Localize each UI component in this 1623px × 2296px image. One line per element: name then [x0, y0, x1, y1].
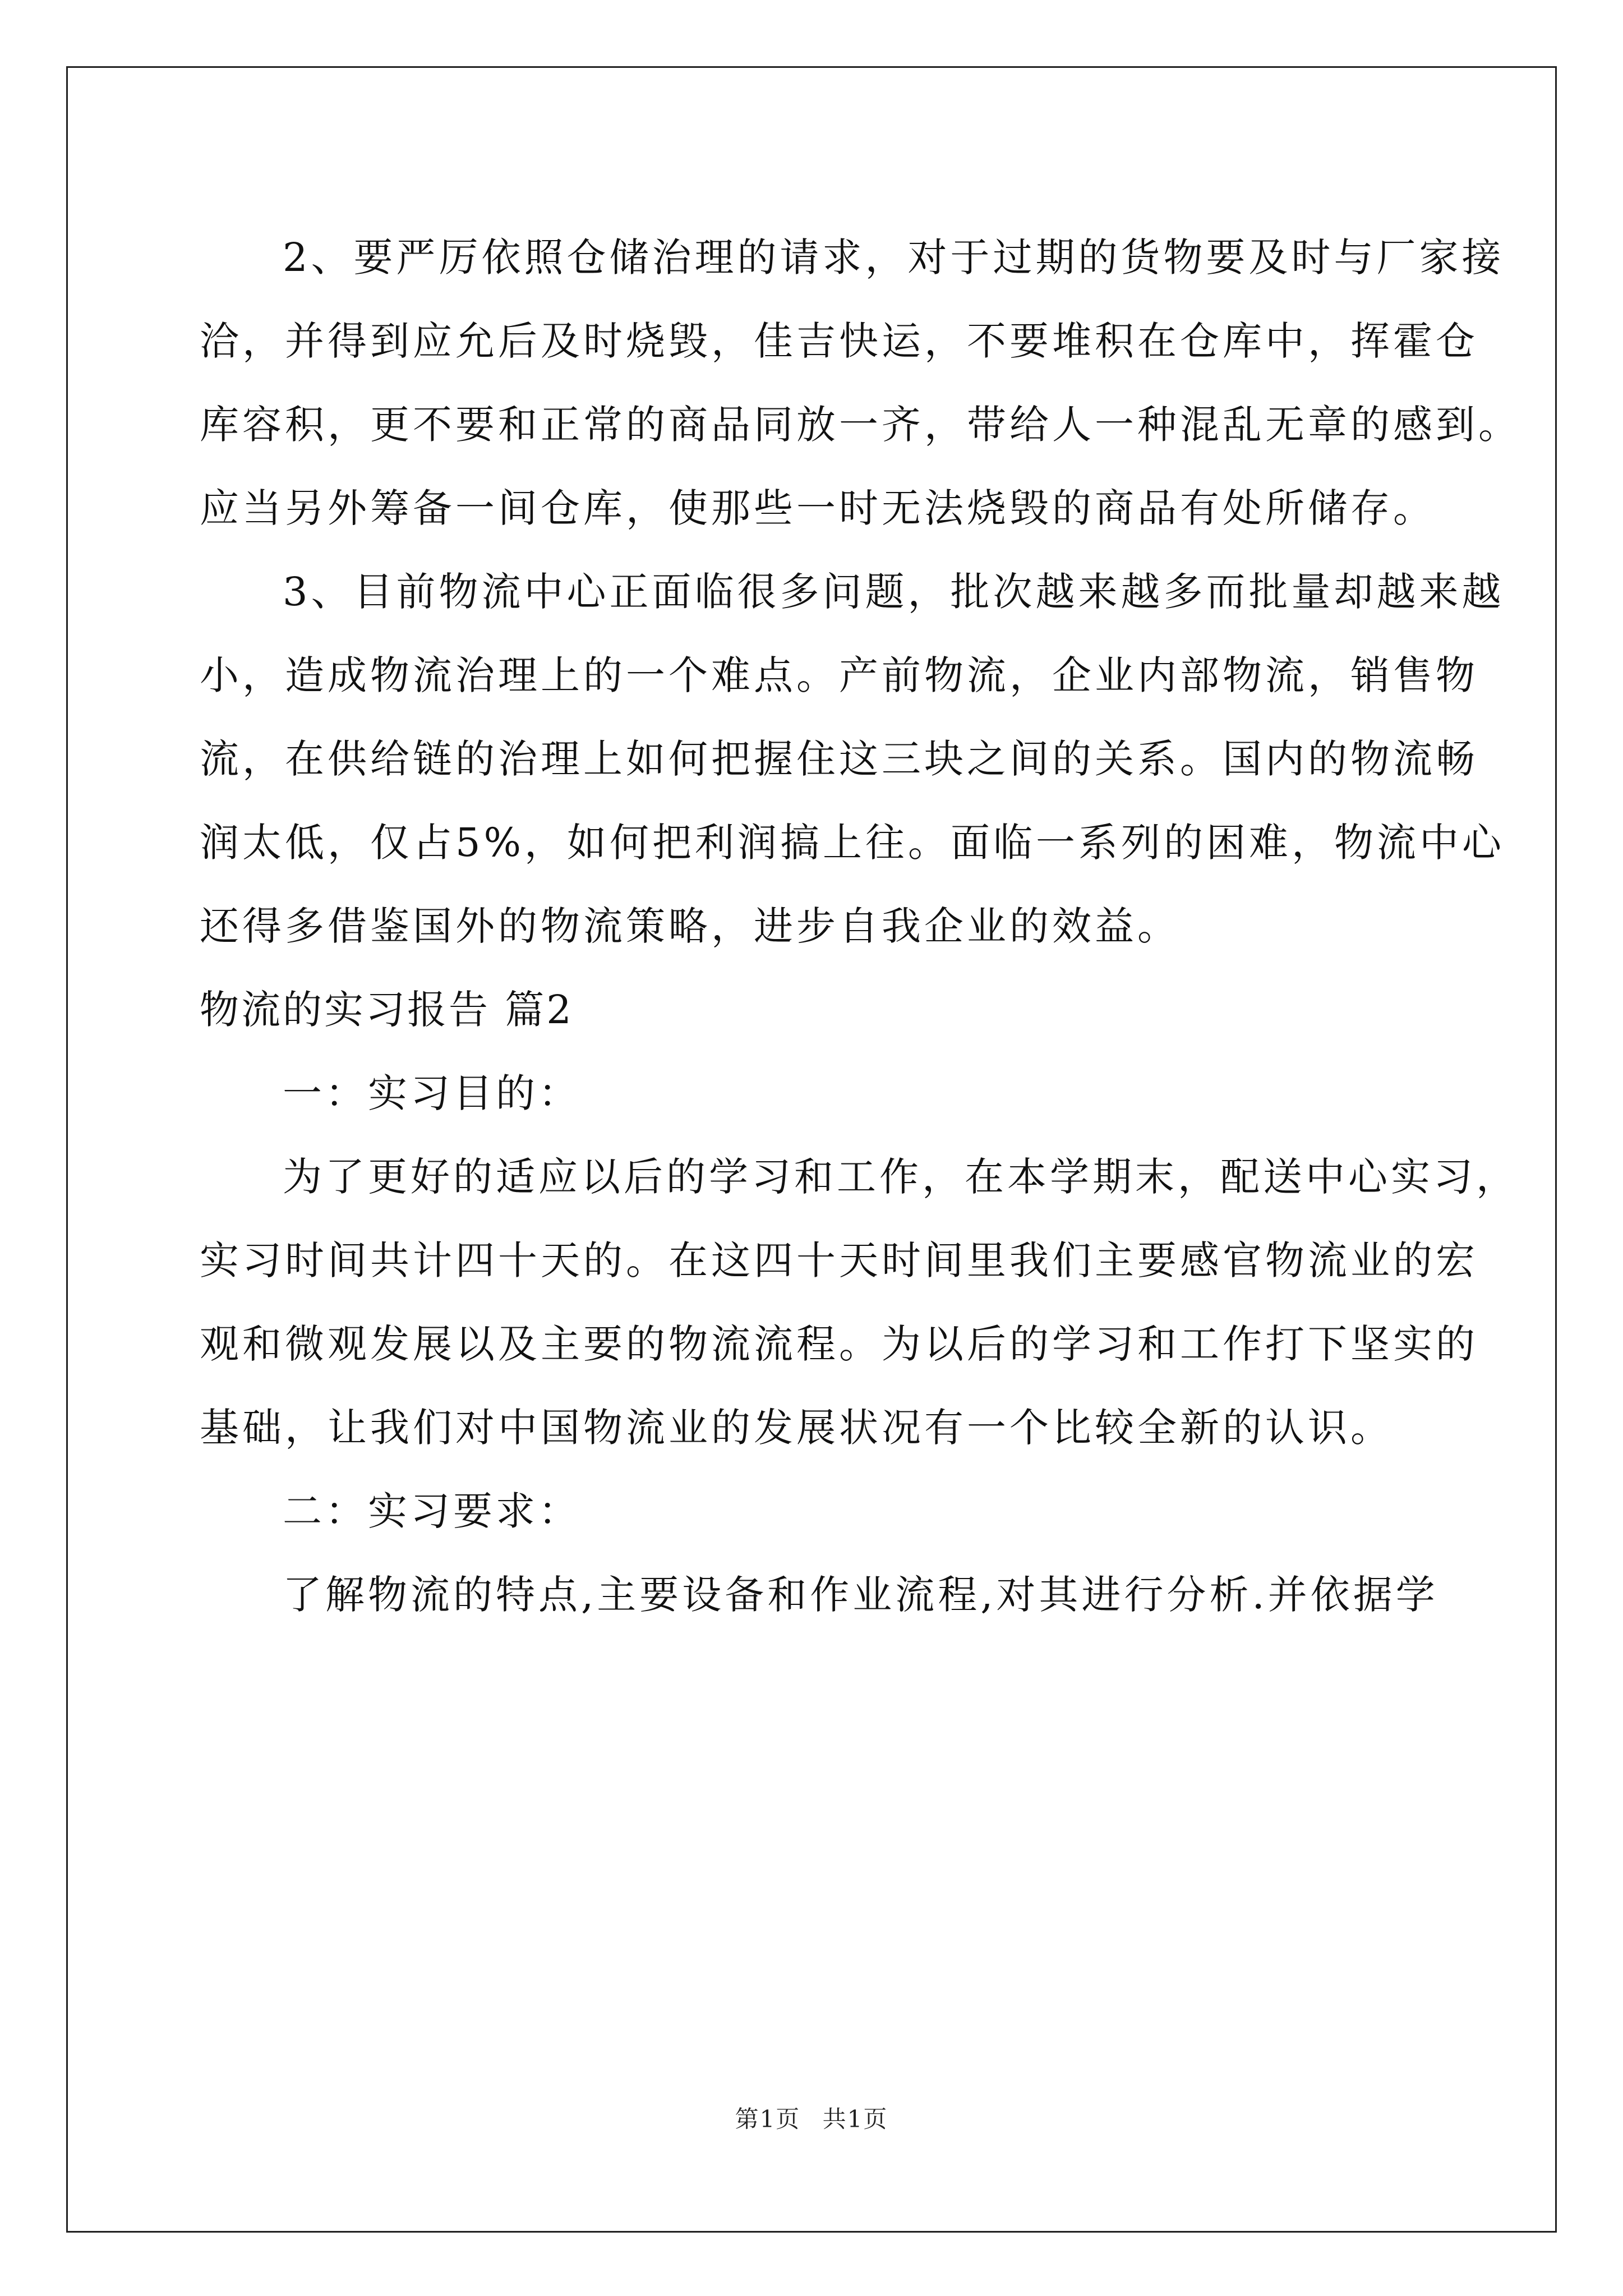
text-line: 基础，让我们对中国物流业的发展状况有一个比较全新的认识。 — [200, 1405, 1393, 1451]
text-line: 洽，并得到应允后及时烧毁，佳吉快运，不要堆积在仓库中，挥霍仓 — [200, 318, 1478, 364]
text-line: 3、目前物流中心正面临很多问题，批次越来越多而批量却越来越 — [283, 569, 1505, 615]
paragraph-internship-requirements — [200, 1553, 1450, 1637]
text-line: 小，造成物流治理上的一个难点。产前物流，企业内部物流，销售物 — [200, 652, 1478, 698]
subsection-heading: 一：实习目的： — [283, 1070, 581, 1116]
text-line: 为了更好的适应以后的学习和工作，在本学期末，配送中心实习， — [283, 1154, 1519, 1200]
paragraph-internship-purpose — [200, 1135, 1519, 1470]
text-line: 流，在供给链的治理上如何把握住这三块之间的关系。国内的物流畅 — [200, 736, 1478, 782]
page-total: 共1页 — [822, 2105, 888, 2133]
text-line: 库容积，更不要和正常的商品同放一齐，带给人一种混乱无章的感到。 — [200, 402, 1521, 448]
text-line: 2、要严厉依照仓储治理的请求，对于过期的货物要及时与厂家接 — [283, 234, 1505, 280]
paragraph-warehouse-management — [200, 216, 1521, 550]
subsection-heading-purpose — [200, 1052, 1450, 1135]
text-line: 应当另外筹备一间仓库，使那些一时无法烧毁的商品有处所储存。 — [200, 485, 1436, 531]
section-title: 物流的实习报告 篇2 — [200, 987, 574, 1033]
page-number: 第1页 — [735, 2105, 801, 2133]
subsection-heading-requirements — [200, 1470, 1450, 1553]
page-footer — [0, 2101, 1623, 2134]
text-line: 观和微观发展以及主要的物流流程。为以后的学习和工作打下坚实的 — [200, 1321, 1478, 1367]
text-line: 还得多借鉴国外的物流策略，进步自我企业的效益。 — [200, 903, 1180, 949]
paragraph-logistics-problems — [200, 550, 1505, 968]
text-line: 实习时间共计四十天的。在这四十天时间里我们主要感官物流业的宏 — [200, 1237, 1478, 1283]
text-line: 了解物流的特点,主要设备和作业流程,对其进行分析.并依据学 — [283, 1572, 1438, 1618]
document-body — [200, 216, 1521, 1637]
text-line: 润太低，仅占5%，如何把利润搞上往。面临一系列的困难，物流中心 — [200, 820, 1505, 866]
subsection-heading: 二：实习要求： — [283, 1488, 581, 1534]
